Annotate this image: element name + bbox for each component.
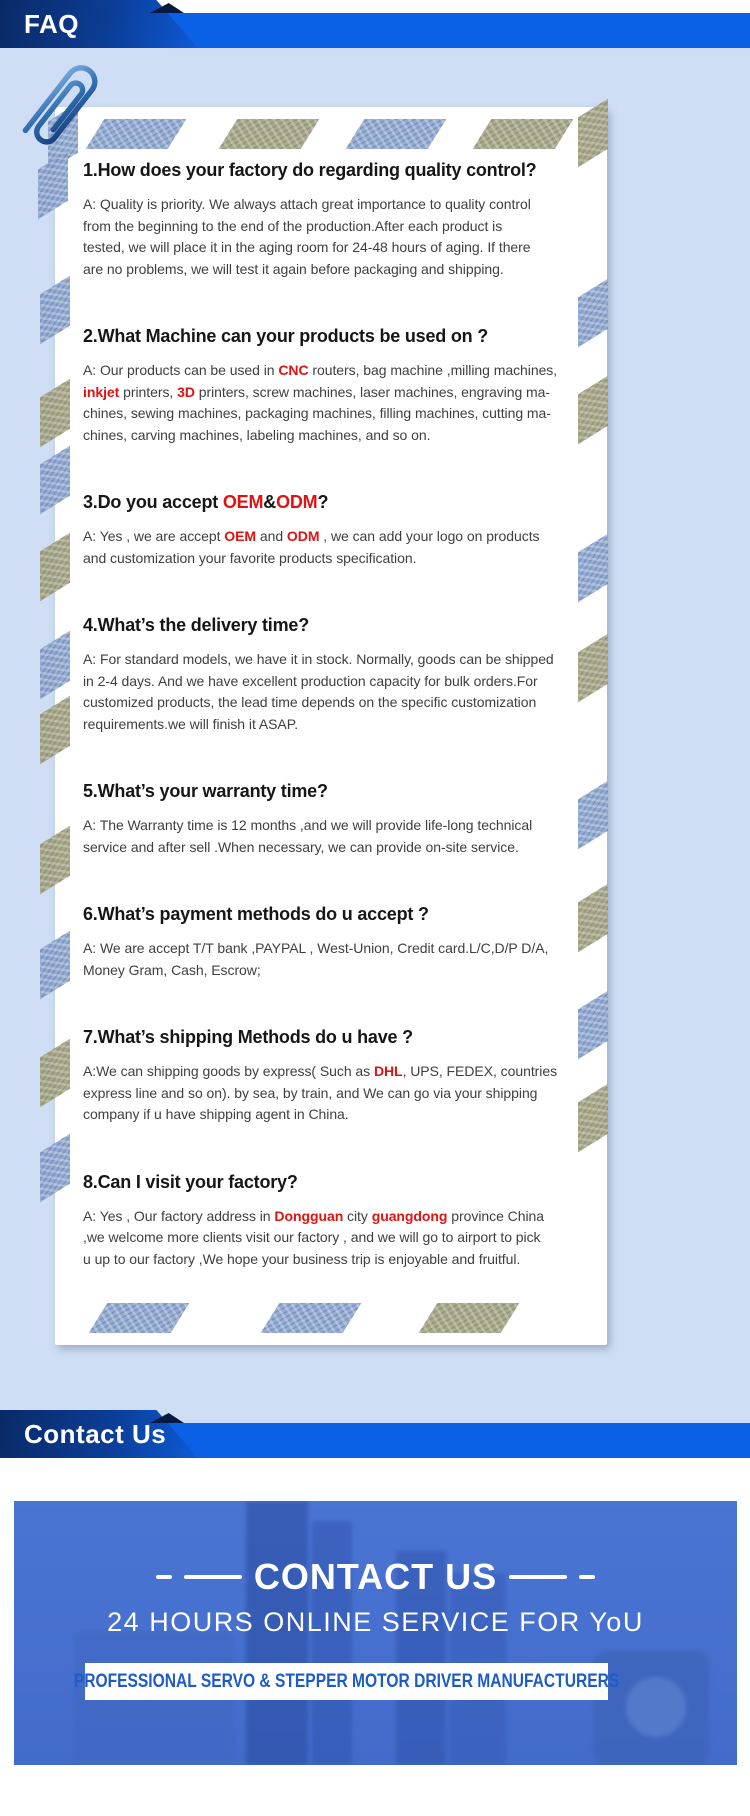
text-segment: tested, we will place it in the aging room for 24-48 hours of aging. If there xyxy=(83,239,531,255)
faq-question xyxy=(83,324,597,349)
highlighted-keyword: inkjet xyxy=(83,383,120,400)
text-segment: A: We are accept T/T bank ,PAYPAL , West-Union, Credit card.L/C,D/P D/A, xyxy=(83,940,549,956)
highlighted-keyword: 3D xyxy=(177,383,195,400)
text-segment: in 2-4 days. And we have excellent production capacity for bulk orders.For xyxy=(83,672,538,689)
highlighted-keyword: guangdong xyxy=(371,1207,448,1224)
text-segment: A: Our products can be used in xyxy=(83,362,279,378)
faq-answer xyxy=(83,938,597,981)
text-segment: 1.How does your factory do regarding quality control? xyxy=(83,160,537,180)
text-segment: requirements.we will finish it ASAP. xyxy=(83,715,299,732)
faq-answer xyxy=(83,360,597,446)
text-segment: u up to our factory ,We hope your business trip is enjoyable and fruitful. xyxy=(83,1250,521,1267)
faq-banner-title: FAQ xyxy=(24,9,79,39)
highlighted-keyword: ODM xyxy=(286,528,320,544)
faq-item xyxy=(83,779,597,858)
faq-section-banner xyxy=(0,0,750,48)
faq-answer xyxy=(83,649,597,735)
highlighted-keyword: ODM xyxy=(276,492,318,512)
faq-question xyxy=(83,779,597,804)
dash-line xyxy=(579,1575,595,1579)
text-segment: A: Yes , we are accept xyxy=(83,528,225,544)
faq-item xyxy=(83,1170,597,1271)
faq-question xyxy=(83,490,597,515)
text-segment: , we can add your logo on products xyxy=(319,528,540,544)
faq-question xyxy=(83,158,597,183)
text-segment: service and after sell .When necessary, we can provide on-site service. xyxy=(83,838,519,855)
highlighted-keyword: CNC xyxy=(278,362,309,378)
highlighted-keyword: OEM xyxy=(224,528,257,544)
text-segment: are no problems, we will test it again before packaging and shipping. xyxy=(83,260,504,277)
text-segment: province China xyxy=(447,1207,544,1224)
text-segment: 2.What Machine can your products be used on ? xyxy=(83,326,489,346)
highlighted-keyword: DHL xyxy=(373,1063,403,1079)
faq-item xyxy=(83,902,597,981)
text-segment: city xyxy=(343,1207,372,1224)
text-segment: 6.What’s payment methods do u accept ? xyxy=(83,904,429,924)
contact-hero-content xyxy=(14,1501,737,1765)
highlighted-keyword: OEM xyxy=(222,492,264,512)
dash-line xyxy=(156,1575,172,1579)
text-segment: routers, bag machine ,milling machines, xyxy=(308,362,558,378)
contact-section-banner xyxy=(0,1410,750,1458)
faq-answer xyxy=(83,1206,597,1271)
text-segment: A: Yes , Our factory address in xyxy=(83,1207,275,1224)
text-segment: ? xyxy=(317,492,329,512)
text-segment: 8.Can I visit your factory? xyxy=(83,1171,298,1192)
manufacturer-strip-text: PROFESSIONAL SERVO & STEPPER MOTOR DRIVER MANUFACTURERS xyxy=(73,1670,620,1692)
faq-answer xyxy=(83,194,597,280)
text-segment: A: Quality is priority. We always attach great importance to quality control xyxy=(83,196,531,212)
faq-question xyxy=(83,1170,597,1195)
manufacturer-strip xyxy=(73,1663,620,1700)
faq-question xyxy=(83,613,597,638)
text-segment: printers, xyxy=(119,383,178,400)
dash-line xyxy=(509,1575,567,1579)
faq-answer xyxy=(83,1061,597,1126)
text-segment: 3.Do you accept xyxy=(83,492,223,512)
text-segment: customized products, the lead time depends on the specific customization xyxy=(83,694,537,710)
text-segment: and xyxy=(256,528,287,544)
faq-item xyxy=(83,613,597,735)
text-segment: company if u have shipping agent in China. xyxy=(83,1106,349,1122)
text-segment: from the beginning to the end of the production.After each product is xyxy=(83,217,503,234)
text-segment: chines, sewing machines, packaging machines, filling machines, cutting ma- xyxy=(83,405,551,421)
faq-item xyxy=(83,1025,597,1126)
faq-question xyxy=(83,1025,597,1050)
faq-item xyxy=(83,324,597,446)
contact-title: CONTACT US xyxy=(253,1556,498,1597)
contact-hero-image xyxy=(14,1501,737,1765)
text-segment: ,we welcome more clients visit our factory , and we will go to airport to pick xyxy=(83,1229,541,1245)
contact-title-row xyxy=(14,1556,737,1598)
text-segment: 4.What’s the delivery time? xyxy=(83,615,309,635)
text-segment: A: For standard models, we have it in stock. Normally, goods can be shipped xyxy=(83,651,554,667)
dash-line xyxy=(184,1575,242,1579)
text-segment: 5.What’s your warranty time? xyxy=(83,781,328,801)
text-segment: & xyxy=(263,492,277,512)
faq-answer xyxy=(83,526,597,569)
text-segment: 7.What’s shipping Methods do u have ? xyxy=(83,1027,413,1047)
faq-answer xyxy=(83,815,597,858)
faq-item xyxy=(83,490,597,569)
text-segment: express line and so on). by sea, by train, and We can go via your shipping xyxy=(83,1084,538,1101)
highlighted-keyword: Dongguan xyxy=(274,1207,344,1224)
text-segment: chines, carving machines, labeling machines, and so on. xyxy=(83,426,431,443)
text-segment: , UPS, FEDEX, countries xyxy=(402,1063,558,1079)
text-segment: printers, screw machines, laser machines, engraving ma- xyxy=(194,383,550,400)
text-segment: Money Gram, Cash, Escrow; xyxy=(83,961,261,978)
faq-list xyxy=(83,158,597,1314)
faq-item xyxy=(83,158,597,280)
text-segment: and customization your favorite products specification. xyxy=(83,549,417,566)
text-segment: A:We can shipping goods by express( Such as xyxy=(83,1063,374,1079)
contact-banner-title: Contact Us xyxy=(24,1419,167,1449)
contact-subtitle: 24 HOURS ONLINE SERVICE FOR YoU xyxy=(107,1607,644,1637)
text-segment: A: The Warranty time is 12 months ,and we will provide life-long technical xyxy=(83,817,533,833)
faq-question xyxy=(83,902,597,927)
